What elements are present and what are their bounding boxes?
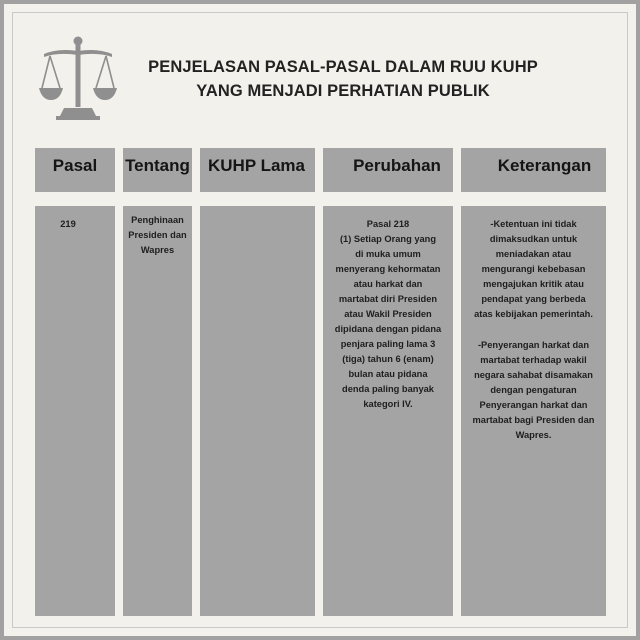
scales-of-justice-icon bbox=[38, 34, 118, 120]
header-perubahan: Perubahan bbox=[323, 148, 453, 192]
cell-tentang bbox=[120, 213, 195, 258]
cell-text-line: mengajukan kritik atau bbox=[483, 279, 584, 289]
column-pasal bbox=[35, 206, 115, 616]
cell-text-line: menyerang kehormatan bbox=[335, 264, 441, 274]
cell-text-line: Wapres bbox=[140, 245, 175, 255]
cell-text-line: negara sahabat disamakan bbox=[474, 370, 593, 380]
cell-text-line: di muka umum bbox=[355, 249, 421, 259]
header-tentang: Tentang bbox=[123, 148, 192, 192]
cell-text-line: Pasal 218 bbox=[366, 219, 410, 229]
column-kuhp-lama bbox=[200, 206, 315, 616]
header-kuhp-lama: KUHP Lama bbox=[200, 148, 315, 192]
cell-perubahan bbox=[318, 217, 458, 412]
cell-text-line: -Ketentuan ini tidak bbox=[490, 219, 577, 229]
column-tentang bbox=[123, 206, 192, 616]
cell-pasal: 219 bbox=[60, 219, 76, 229]
header-pasal: Pasal bbox=[35, 148, 115, 192]
cell-text-line: pendapat yang berbeda bbox=[481, 294, 586, 304]
cell-text-line: (tiga) tahun 6 (enam) bbox=[342, 354, 434, 364]
keterangan-paragraph-1 bbox=[455, 217, 612, 322]
cell-text-line: Wapres. bbox=[515, 430, 552, 440]
cell-text-line: dipidana dengan pidana bbox=[334, 324, 442, 334]
header-keterangan: Keterangan bbox=[461, 148, 606, 192]
cell-keterangan bbox=[455, 217, 612, 443]
cell-text-line: meniadakan atau bbox=[495, 249, 572, 259]
cell-text-line: Presiden dan bbox=[128, 230, 187, 240]
cell-text-line: martabat terhadap wakil bbox=[480, 355, 587, 365]
cell-text-line: -Penyerangan harkat dan bbox=[477, 340, 590, 350]
page-title bbox=[128, 55, 558, 103]
cell-text-line: dengan pengaturan bbox=[490, 385, 577, 395]
cell-text-line: kategori IV. bbox=[363, 399, 413, 409]
cell-text-line: mengurangi kebebasan bbox=[481, 264, 586, 274]
keterangan-paragraph-2 bbox=[455, 338, 612, 443]
cell-text-line: denda paling banyak bbox=[342, 384, 434, 394]
cell-text-line: martabat bagi Presiden dan bbox=[472, 415, 595, 425]
cell-text-line: martabat diri Presiden bbox=[338, 294, 438, 304]
title-line-2: YANG MENJADI PERHATIAN PUBLIK bbox=[196, 82, 490, 100]
cell-text-line: bulan atau pidana bbox=[348, 369, 428, 379]
cell-text-line: penjara paling lama 3 bbox=[340, 339, 436, 349]
cell-text-line: atau Wakil Presiden bbox=[344, 309, 432, 319]
cell-text-line: atas kebijakan pemerintah. bbox=[474, 309, 593, 319]
cell-text-line: Penyerangan harkat dan bbox=[479, 400, 588, 410]
cell-text-line: (1) Setiap Orang yang bbox=[339, 234, 437, 244]
cell-text-line: Penghinaan bbox=[131, 215, 184, 225]
cell-text-line: dimaksudkan untuk bbox=[489, 234, 578, 244]
title-line-1: PENJELASAN PASAL-PASAL DALAM RUU KUHP bbox=[148, 58, 538, 76]
cell-text-line: atau harkat dan bbox=[353, 279, 423, 289]
